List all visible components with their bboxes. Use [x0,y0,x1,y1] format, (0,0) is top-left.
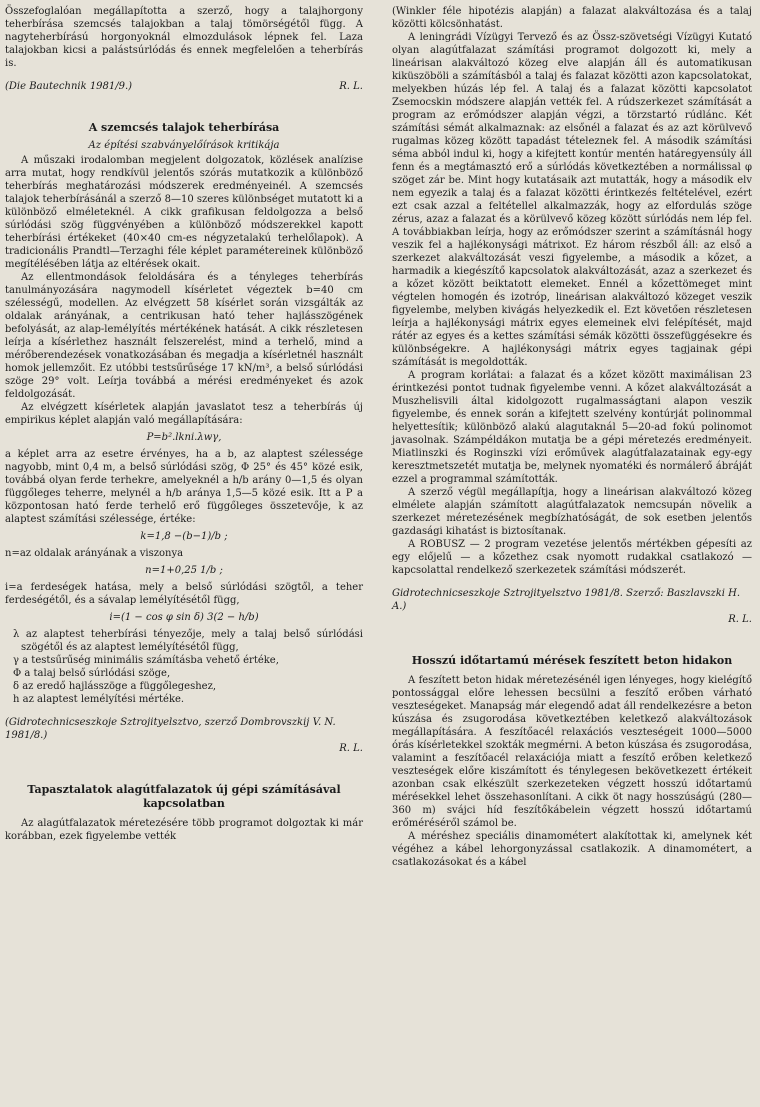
soil-paragraph-1: A műszaki irodalomban megjelent dolgozatok, közlések analízise arra mutat, hogy rendkívül jelentős szórás mutatkozik a különböző teherbírás meghatározási módszerek eredményeinél. A szemcsés talajok teherbírásánál a szerző 8—10 szeres különbséget mutatott ki a különböző elméleteknél. A cikk grafikusan feldolgozza a belső súrlódási szög függvényében a különböző módszerekkel kapott teherbírási értékeket (40×40 cm-es négyzetalakú terhelőlapok). A tradicionális Prandtl—Terzaghi féle képlet paramétereinek különböző megítélésében látja az eltérések okait. [5,155,363,270]
tunnel-continued-5: A ROBUSZ — 2 program vezetése jelentős mértékben gépesíti az egy előjelű — a kőzethez csak nyomott rudakkal csatlakozó — kapcsolattal rendelkező szerkezetek számítási módszerét. [392,539,752,576]
left-column [5,5,363,843]
soil-paragraph-4: a képlet arra az esetre érvényes, ha a b, az alaptest szélessége nagyobb, mint 0,4 m, a belső súrlódási szög, Φ 25° és 45° közé esik, továbbá olyan ferde terhekre, amelyeknél a h/b arány 0—1,5 és olyan függőleges teherre, melynél a h/b aránya 1,5—5 közé esik. Itt a P a központosan ható ferde terhelő erő függőleges összetevője, k az alaptest számítási szélessége, értéke: [5,449,363,525]
definition-item: h az alaptest lemélyítési mértéke. [13,694,185,705]
intro-source-line [5,80,363,93]
soil-paragraph-5: n=az oldalak arányának a viszonya [5,548,184,559]
formula-n: n=1+0,25 1/b ; [145,565,223,576]
formula-i: i=(1 − cos φ sin δ) 3(2 − h/b) [109,612,259,623]
definition-item: Φ a talaj belső súrlódási szöge, [13,668,171,679]
intro-source: (Die Bautechnik 1981/9.) [5,81,133,92]
formula-bearing: P=b².lkni.λwγ, [146,432,222,443]
tunnel-continued-2: A leningrádi Vízügyi Tervező és az Össz-szövetségi Vízügyi Kutató olyan alagútfalazat számítási programot dolgozott ki, mely a lineárisan alakváltozó közeg elve alapján áll és automatikusan kiküszöböli a számításból a talaj és falazat közötti azon kapcsolatokat, melyekben húzás lép fel. A talaj és a falazat közötti kapcsolatot Zsemocskin módszere alapján vették fel. A rúdszerkezet számítását a program az erőmódszer alapján végzi, a törzstartó rúdlánc. Két számítási sémát alkalmaznak: az elsőnél a falazat és az azt körülvevő rugalmas közeg között tapadást tételeznek fel. A második számítási séma abból indul ki, hogy a kifejtett kontúr mentén határegyensúly áll fenn és a megtámasztó erő a súrlódás következtében a normálissal φ szöget zár be. Mint hogy kutatásaik azt mutatták, hogy a második elv nem egyezik a talaj és a falazat közötti érintkezés feltételével, ezért ezt csak azzal a feltétellel alkalmazzák, hogy az elfordulás szöge zérus, azaz a falazat és a körülvevő közeg között súrlódás nem lép fel. A továbbiakban leírja, hogy az erőmódszer szerint a számításnál hogy veszik fel a hajlékonysági mátrixot. Ez három részből áll: az első a szerkezet alakváltozását veszi figyelembe, a második a kőzet, a harmadik a kiegészítő kapcsolatok alakváltozását, azaz a szerkezet és a kőzet között beiktatott elemeket. Ennél a kőzettömeget mint végtelen homogén és izotróp, lineárisan alakváltozó közeget veszik figyelembe, melyben kivágás helyezkedik el. Ezt követően részletesen leírja a hajlékonysági mátrix egyes elemeinek elvi felépítését, majd rátér az egyes és a kettes számítási sémák közötti összefüggésekre és különbségekre. A hajlékonysági mátrix egyes tagjainak gépi számítását is megoldották. [392,32,752,368]
soil-paragraph-6: i=a ferdeségek hatása, mely a belső súrlódási szögtől, a teher ferdeségétől, és a sávalap lemélyítésétől függ, [5,582,363,606]
bridges-paragraph-2: A méréshez speciális dinamométert alakítottak ki, amelynek két végéhez a kábel lehorgonyzással csatlakozik. A dinamométert, a csatlakozásokat és a kábel [392,831,752,868]
tunnel-paragraph-1: Az alagútfalazatok méretezésére több programot dolgoztak ki már korábban, ezek figyelembe vették [5,818,363,842]
intro-paragraph: Összefoglalóan megállapította a szerző, hogy a talajhorgony teherbírása szemcsés talajokban a talaj tömörségétől függ. A nagyteherbírású horgonyoknál elmozdulások lépnek fel. Laza talajokban kicsi a palástsúrlódás és ennek megfelelően a teherbírás is. [5,6,363,69]
soil-signature: R. L. [339,743,363,754]
right-column [392,5,752,869]
article-subtitle-soil-bearing: Az építési szabványelőírások kritikája [88,140,280,151]
soil-paragraph-2: Az ellentmondások feloldására és a tényleges teherbírás tanulmányozására nagymodell kísérletet végeztek b=40 cm szélességű, modellen. Az elvégzett 58 kísérlet során vizsgálták az oldalak arányának, a centrikusan ható teher hajlásszögének befolyását, az alap-lemélyítés mértékének hatását. A cikk részletesen leírja a kísérlethez használt felszerelést, mind a terhelő, mind a mérőberendezések vonatkozásában és megadja a kísérletnél használt homok jellemzőit. Ez utóbbi testsűrűsége 17 kN/m³, a belső súrlódási szöge 29° volt. Leírja továbbá a mérési eredményeket és azok feldolgozását. [5,272,363,400]
article-title-tunnel: Tapasztalatok alagútfalazatok új gépi számításával kapcsolatban [27,783,341,810]
column-gutter [376,0,377,1107]
definition-item: δ az eredő hajlásszöge a függőlegeshez, [13,681,217,692]
soil-source: (Gidrotechnicseszkoje Sztrojityelsztvo, szerző Dombrovszkij V. N. 1981/8.) [5,717,336,741]
tunnel-continued-1: (Winkler féle hipotézis alapján) a falazat alakváltozása és a talaj közötti kölcsönhatást. [392,6,752,30]
bridges-paragraph-1: A feszített beton hidak méretezésénél igen lényeges, hogy kielégítő pontossággal előre lehessen becsülni a feszítő erőben várható veszteségeket. Manapság már elegendő adat áll rendelkezésre a beton kúszása és zsugorodása következtében keletkező alakváltozások megállapítására. A feszítőacél relaxációs veszteségeit 1000—5000 órás kísérletekkel szokták megmérni. A beton kúszása és zsugorodása, valamint a feszítőacél relaxációja miatt a feszítő erőben keletkező veszteségek előre kiszámított és ténylegesen bekövetkezett értékeit azonban csak elkészült szerkezeteken végzett hosszú időtartamú mérésekkel lehet összehasonlítani. A cikk öt nagy hosszúságú (280—360 m) svájci híd feszítőkábelein végzett hosszú időtartamú erőméréséről számol be. [392,675,752,829]
soil-paragraph-3: Az elvégzett kísérletek alapján javaslatot tesz a teherbírás új empirikus képlet alapján való megállapítására: [5,402,363,426]
formula-k: k=1,8 −(b−1)/b ; [140,531,228,542]
tunnel-source: Gidrotechnicseszkoje Sztrojityelsztvo 1981/8. Szerző: Baszlavszki H. A.) [392,588,741,612]
tunnel-continued-4: A szerző végül megállapítja, hogy a lineárisan alakváltozó közeg elmélete alapján számított alagútfalazatok nemcsupán növelik a szerkezet méretezésének megbízhatóságát, de sok esetben jelentős gazdasági kihatást is biztosítanak. [392,487,752,537]
article-title-bridges: Hosszú időtartamú mérések feszített beton hidakon [411,654,733,667]
tunnel-continued-3: A program korlátai: a falazat és a kőzet között maximálisan 23 érintkezési pontot tudnak figyelembe venni. A kőzet alakváltozását a Muszhelisvili által kidolgozott rugalmasságtani alapon veszik figyelembe, és ennek során a kifejtett szelvény kontúrját polinommal helyettesítik; különböző alakú alagutaknál 5—20-ad fokú polinomot javasolnak. Számpéldákon mutatja be a gépi méretezés eredményeit. Miatlinszki és Roginszki vízi erőművek alagútfalazatainak egy-egy keresztmetszetét mutatja be, melynek nyomatéki és normálerő ábráját ezzel a programmal számították. [392,370,752,485]
tunnel-signature: R. L. [728,614,752,625]
symbol-definitions [5,628,363,706]
article-title-soil-bearing: A szemcsés talajok teherbírása [88,121,280,134]
intro-signature: R. L. [339,81,363,92]
definition-item: λ az alaptest teherbírási tényezője, mely a talaj belső súrlódási szögétől és az alaptest lemélyítésétől függ, [13,629,363,653]
definition-item: γ a testsűrűség minimális számításba vehető értéke, [13,655,279,666]
